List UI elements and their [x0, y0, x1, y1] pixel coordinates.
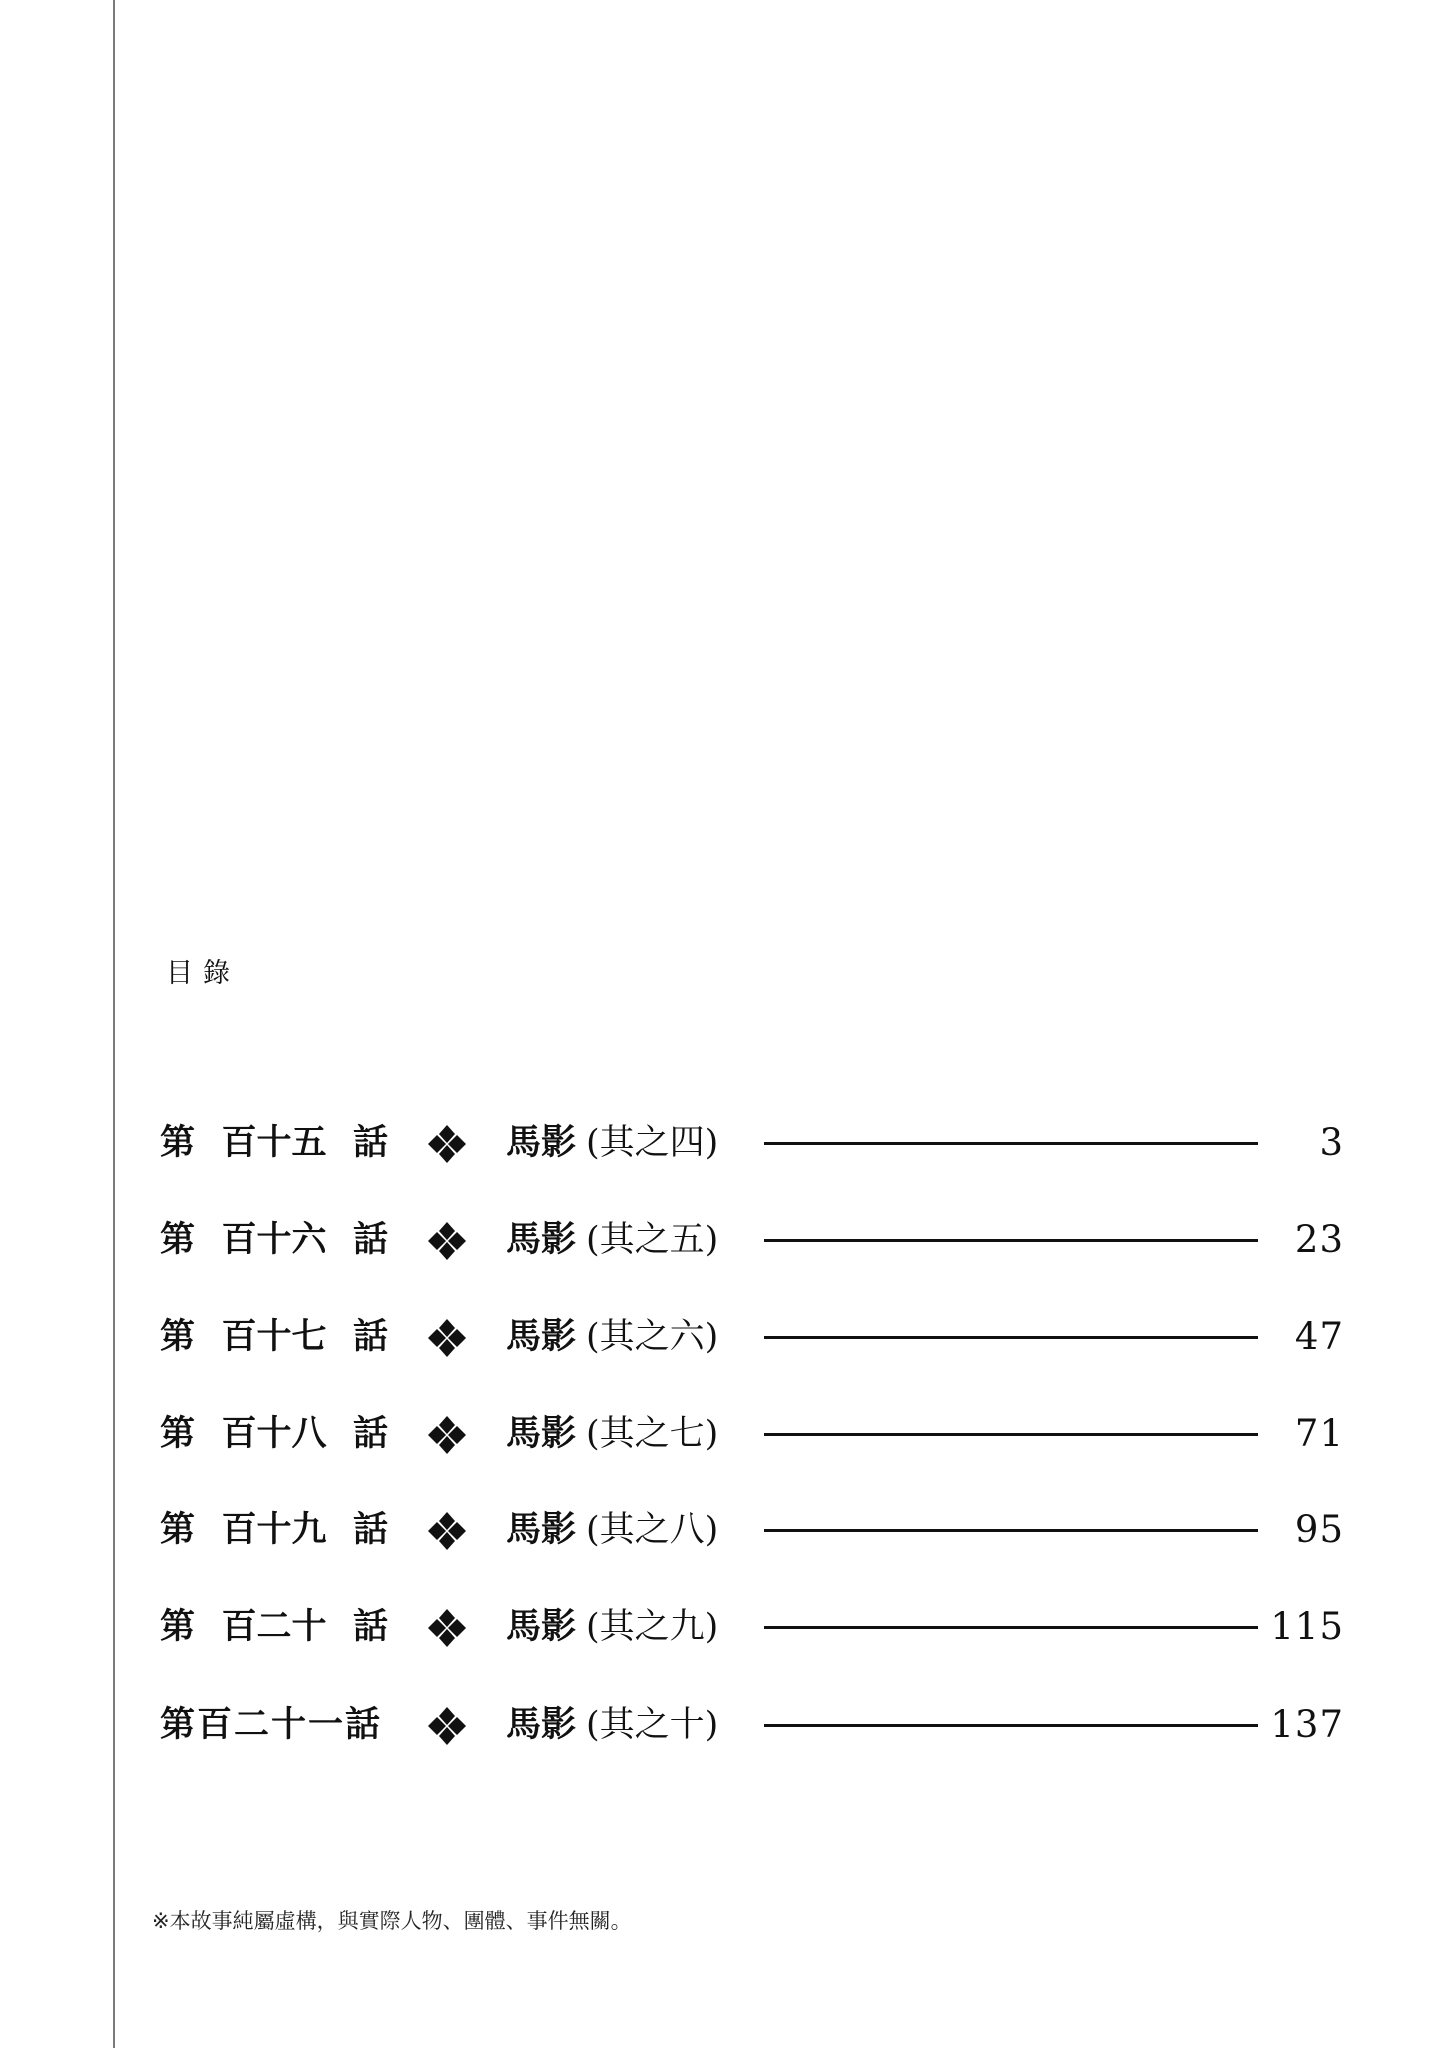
chapter-number: 第 百二十 話 — [160, 1606, 388, 1647]
diamond-ornament-icon — [427, 1608, 467, 1648]
page-number: 95 — [1294, 1508, 1344, 1551]
leader-line — [764, 1336, 1258, 1339]
toc-entry[interactable] — [0, 1508, 1440, 1552]
chapter-number: 第 百十八 話 — [160, 1413, 388, 1454]
toc-entry[interactable] — [0, 1315, 1440, 1359]
toc-entry[interactable] — [0, 1218, 1440, 1262]
diamond-ornament-icon — [427, 1415, 467, 1455]
toc-entry[interactable] — [0, 1703, 1440, 1747]
toc-entry[interactable] — [0, 1605, 1440, 1649]
fiction-disclaimer: ※本故事純屬虛構，與實際人物、團體、事件無關。 — [152, 1909, 632, 1933]
toc-entry[interactable] — [0, 1412, 1440, 1456]
chapter-title: 馬影 (其之六) — [506, 1316, 719, 1357]
diamond-ornament-icon — [427, 1124, 467, 1164]
diamond-ornament-icon — [427, 1706, 467, 1746]
chapter-number: 第 百十五 話 — [160, 1122, 388, 1163]
page-number: 3 — [1319, 1121, 1344, 1164]
leader-line — [764, 1239, 1258, 1242]
leader-line — [764, 1724, 1258, 1727]
chapter-title: 馬影 (其之七) — [506, 1413, 719, 1454]
toc-heading: 目錄 — [166, 958, 240, 989]
chapter-title: 馬影 (其之八) — [506, 1509, 719, 1550]
page-number: 23 — [1294, 1218, 1344, 1261]
toc-entry[interactable] — [0, 1121, 1440, 1165]
leader-line — [764, 1142, 1258, 1145]
page-number: 47 — [1294, 1315, 1344, 1358]
chapter-number: 第 百十六 話 — [160, 1219, 388, 1260]
page-number: 137 — [1270, 1703, 1344, 1746]
page-number: 71 — [1294, 1412, 1344, 1455]
leader-line — [764, 1529, 1258, 1532]
diamond-ornament-icon — [427, 1221, 467, 1261]
chapter-number: 第 百十九 話 — [160, 1509, 388, 1550]
chapter-number: 第 百十七 話 — [160, 1316, 388, 1357]
chapter-title: 馬影 (其之四) — [506, 1122, 719, 1163]
diamond-ornament-icon — [427, 1511, 467, 1551]
chapter-title: 馬影 (其之十) — [506, 1704, 719, 1745]
chapter-title: 馬影 (其之五) — [506, 1219, 719, 1260]
diamond-ornament-icon — [427, 1318, 467, 1358]
chapter-number: 第百二十一話 — [160, 1704, 383, 1745]
page-number: 115 — [1270, 1605, 1344, 1648]
leader-line — [764, 1433, 1258, 1436]
leader-line — [764, 1626, 1258, 1629]
chapter-title: 馬影 (其之九) — [506, 1606, 719, 1647]
